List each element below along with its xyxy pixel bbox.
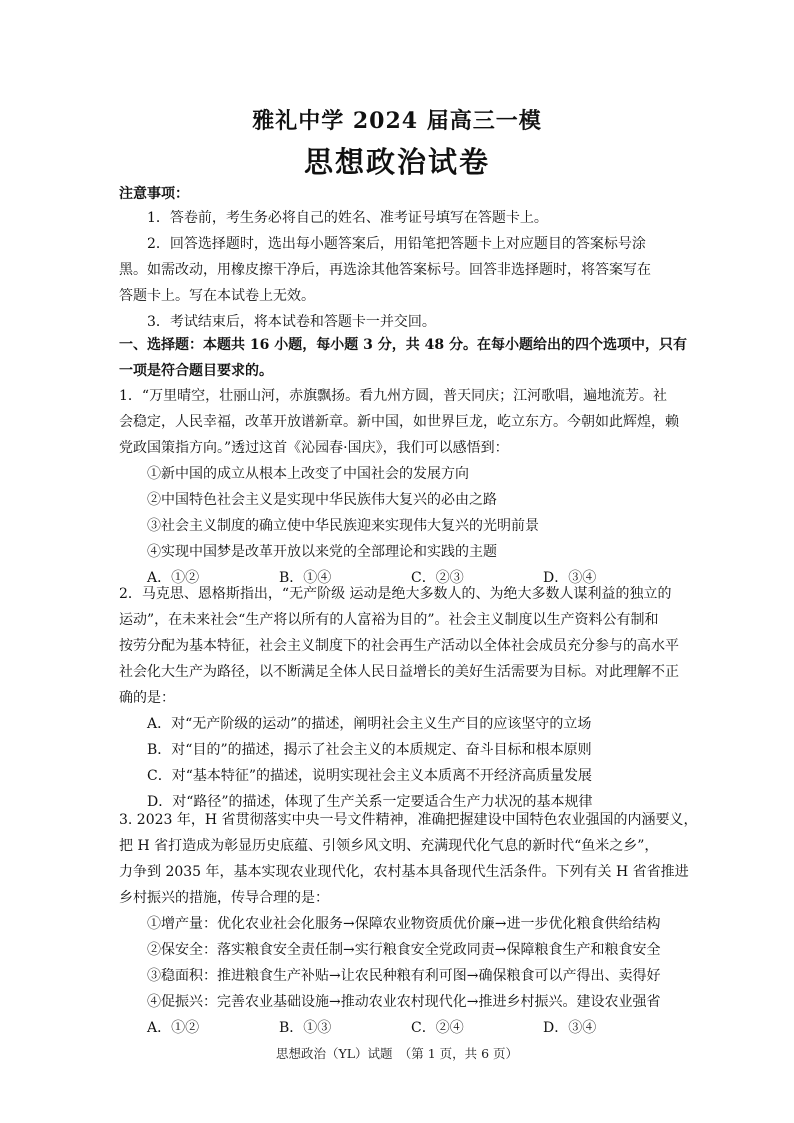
option-d: D．③④ bbox=[543, 570, 597, 586]
answer-options bbox=[119, 1015, 675, 1041]
option-a: A．①② bbox=[147, 1020, 200, 1036]
option-c: C．②③ bbox=[411, 570, 464, 586]
question-stem-line: 会稳定，人民幸福，改革开放谱新章。新中国，如世界巨龙，屹立东方。今朝如此辉煌，赖 bbox=[119, 414, 679, 430]
statement-item: ②保安全：落实粮食安全责任制→实行粮食安全党政同责→保障粮食生产和粮食安全 bbox=[147, 942, 661, 958]
answer-choice-b: B．对“目的”的描述，揭示了社会主义的本质规定、奋斗目标和根本原则 bbox=[147, 742, 592, 758]
statement-item: ③社会主义制度的确立使中华民族迎来实现伟大复兴的光明前景 bbox=[147, 518, 539, 534]
notice-heading: 注意事项： bbox=[119, 186, 189, 202]
answer-choice-a: A．对“无产阶级的运动”的描述，阐明社会主义生产目的应该坚守的立场 bbox=[147, 716, 592, 732]
statement-item: ④促振兴：完善农业基础设施→推动农业农村现代化→推进乡村振兴。建设农业强省 bbox=[147, 994, 661, 1010]
question-stem-line: 1．“万里晴空，壮丽山河，赤旗飘扬。看九州方圆，普天同庆；江河歌唱，遍地流芳。社 bbox=[119, 388, 668, 404]
question-stem-line: 运动”，在未来社会“生产将以所有的人富裕为目的”。社会主义制度以生产资料公有制和 bbox=[119, 612, 659, 628]
section-line: 一、选择题：本题共 16 小题，每小题 3 分，共 48 分。在每小题给出的四个选项中，只有 bbox=[119, 337, 687, 353]
notice-section bbox=[119, 183, 675, 335]
question-stem-line: 党政国策指方向。”透过这首《沁园春·国庆》，我们可以感悟到： bbox=[119, 440, 509, 456]
question-stem-line: 确的是： bbox=[119, 690, 175, 706]
question-stem-line: 力争到 2035 年，基本实现农业现代化，农村基本具备现代生活条件。下列有关 H 省省推进 bbox=[119, 864, 689, 880]
question-stem-line: 按劳分配为基本特征，社会主义制度下的社会再生产活动以全体社会成员充分参与的高水平 bbox=[119, 638, 679, 654]
section-heading bbox=[119, 332, 687, 384]
option-d: D．③④ bbox=[543, 1020, 597, 1036]
question-stem-line: 乡村振兴的措施，传导合理的是： bbox=[119, 890, 329, 906]
answer-choice-d: D．对“路径”的描述，体现了生产关系一定要适合生产力状况的基本规律 bbox=[147, 794, 593, 810]
question-stem-line: 2．马克思、恩格斯指出，“无产阶级 运动是绝大多数人的、为绝大多数人谋利益的独立的 bbox=[119, 586, 672, 602]
notice-line: 答题卡上。写在本试卷上无效。 bbox=[119, 288, 315, 304]
statement-item: ④实现中国梦是改革开放以来党的全部理论和实践的主题 bbox=[147, 544, 497, 560]
question-stem-line: 把 H 省打造成为彰显历史底蕴、引领乡风文明、充满现代化气息的新时代“鱼米之乡”， bbox=[119, 838, 659, 854]
exam-title: 雅礼中学 2024 届高三一模 bbox=[252, 108, 542, 134]
statement-item: ③稳面积：推进粮食生产补贴→让农民种粮有利可图→确保粮食可以产得出、卖得好 bbox=[147, 968, 661, 984]
notice-line: 3．考试结束后，将本试卷和答题卡一并交回。 bbox=[147, 314, 436, 330]
question-2 bbox=[119, 581, 679, 815]
statement-item: ①新中国的成立从根本上改变了中国社会的发展方向 bbox=[147, 466, 469, 482]
question-stem-line: 3. 2023 年，H 省贯彻落实中央一号文件精神，准确把握建设中国特色农业强国的内涵要义， bbox=[119, 812, 698, 828]
exam-subject: 思想政治试卷 bbox=[303, 145, 490, 179]
answer-choice-c: C．对“基本特征”的描述，说明实现社会主义本质离不开经济高质量发展 bbox=[147, 768, 593, 784]
question-stem-line: 社会化大生产为路径，以不断满足全体人民日益增长的美好生活需要为目标。对此理解不正 bbox=[119, 664, 679, 680]
notice-line: 黑。如需改动，用橡皮擦干净后，再选涂其他答案标号。回答非选择题时，将答案写在 bbox=[119, 262, 651, 278]
option-b: B．①④ bbox=[279, 570, 332, 586]
statement-item: ①增产量：优化农业社会化服务→保障农业物资质优价廉→进一步优化粮食供给结构 bbox=[147, 916, 661, 932]
notice-line: 1．答卷前，考生务必将自己的姓名、准考证号填写在答题卡上。 bbox=[147, 210, 548, 226]
question-1 bbox=[119, 383, 679, 591]
notice-line: 2．回答选择题时，选出每小题答案后，用铅笔把答题卡上对应题目的答案标号涂 bbox=[147, 236, 646, 252]
question-3 bbox=[119, 807, 698, 1041]
option-b: B．①③ bbox=[279, 1020, 332, 1036]
section-line: 一项是符合题目要求的。 bbox=[119, 363, 273, 379]
option-c: C．②④ bbox=[411, 1020, 464, 1036]
statement-item: ②中国特色社会主义是实现中华民族伟大复兴的必由之路 bbox=[147, 492, 497, 508]
option-a: A．①② bbox=[147, 570, 200, 586]
page-footer: 思想政治（YL）试题 （第 1 页，共 6 页） bbox=[275, 1046, 519, 1061]
